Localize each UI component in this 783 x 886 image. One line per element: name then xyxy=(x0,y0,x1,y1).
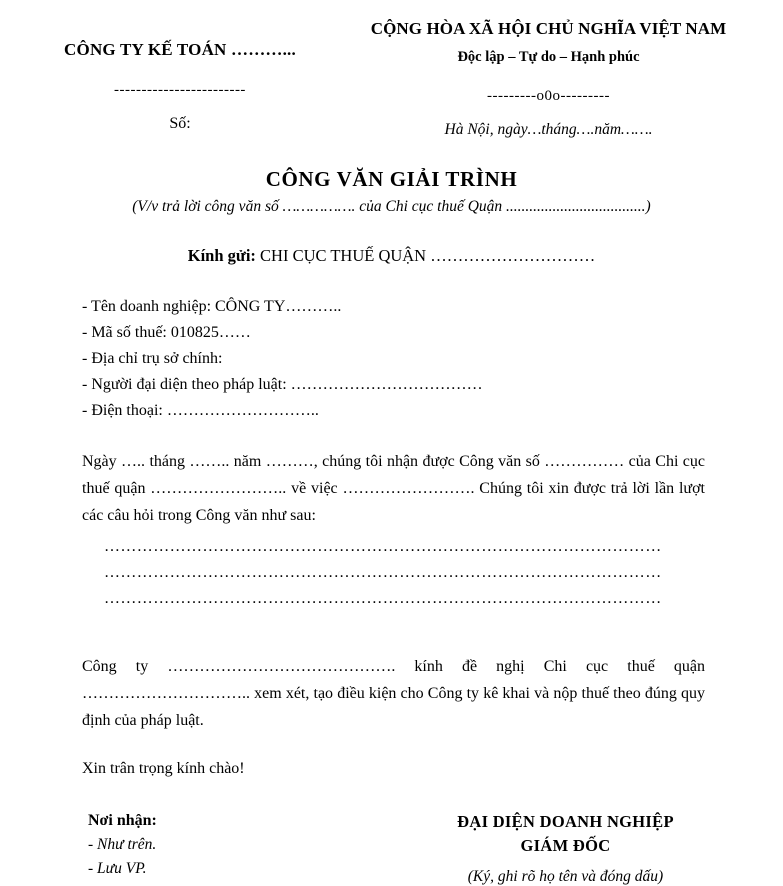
document-header xyxy=(0,0,783,139)
national-motto: Độc lập – Tự do – Hạnh phúc xyxy=(457,48,640,65)
recipient-value: CHI CỤC THUẾ QUẬN ………………………… xyxy=(260,245,596,265)
document-body xyxy=(82,294,705,779)
document-number-label: Số: xyxy=(169,115,191,132)
paragraph-two xyxy=(82,654,705,735)
blank-answer-lines xyxy=(82,534,705,612)
footer-signature-block xyxy=(388,812,743,886)
blank-line: ………………………………………………………………………………………… xyxy=(104,564,662,581)
header-left-block xyxy=(0,18,340,139)
motto-divider: ---------o0o--------- xyxy=(487,87,610,104)
company-divider: ------------------------ xyxy=(114,82,246,98)
receiver-item: - Lưu VP. xyxy=(88,860,147,878)
receiver-item: - Như trên. xyxy=(88,836,157,854)
paragraph-two-rest: ………………………….. xem xét, tạo điều kiện cho Công ty kê khai và nộp thuế theo đúng quy định của pháp luật. xyxy=(82,684,705,729)
paragraph-two-line-one: Công ty ……………………………………. kính đề nghị Chi cục thuế quận xyxy=(82,657,705,675)
page-title: CÔNG VĂN GIẢI TRÌNH xyxy=(265,166,518,191)
recipient-label: Kính gửi: xyxy=(187,245,256,265)
blank-line: ………………………………………………………………………………………… xyxy=(104,538,662,556)
recipient-line xyxy=(0,246,783,266)
footer-recipients-block xyxy=(88,812,388,886)
list-item: - Người đại diện theo pháp luật: ……………………………… xyxy=(82,375,483,393)
document-footer xyxy=(0,812,783,886)
place-date-line: Hà Nội, ngày…tháng….năm……. xyxy=(444,120,653,138)
blank-line: ………………………………………………………………………………………… xyxy=(104,589,662,607)
list-item: - Tên doanh nghiệp: CÔNG TY……….. xyxy=(82,297,342,315)
signature-instruction: (Ký, ghi rõ họ tên và đóng dấu) xyxy=(467,868,664,886)
list-item: - Địa chỉ trụ sở chính: xyxy=(82,349,223,367)
signer-role: ĐẠI DIỆN DOANH NGHIỆP xyxy=(457,812,674,832)
company-name: CÔNG TY KẾ TOÁN ………... xyxy=(64,40,296,59)
signer-title: GIÁM ĐỐC xyxy=(520,836,611,856)
page-subtitle: (V/v trả lời công văn số ……………. của Chi cục thuế Quận ....................................) xyxy=(132,197,651,215)
paragraph-one: Ngày ….. tháng …….. năm ………, chúng tôi nhận được Công văn số …………… của Chi cục thuế quận …………………….. về việc ……………………. Chúng tôi xin được trả lời lần lượt các câu hỏi trong Công văn như sau: xyxy=(82,453,705,525)
receivers-heading: Nơi nhận: xyxy=(88,812,157,830)
company-info-list xyxy=(82,294,705,424)
header-right-block xyxy=(340,18,783,139)
closing-line: Xin trân trọng kính chào! xyxy=(82,760,245,778)
list-item: - Điện thoại: ……………………….. xyxy=(82,401,319,419)
list-item: - Mã số thuế: 010825…… xyxy=(82,323,251,341)
national-title: CỘNG HÒA XÃ HỘI CHỦ NGHĨA VIỆT NAM xyxy=(370,19,727,38)
